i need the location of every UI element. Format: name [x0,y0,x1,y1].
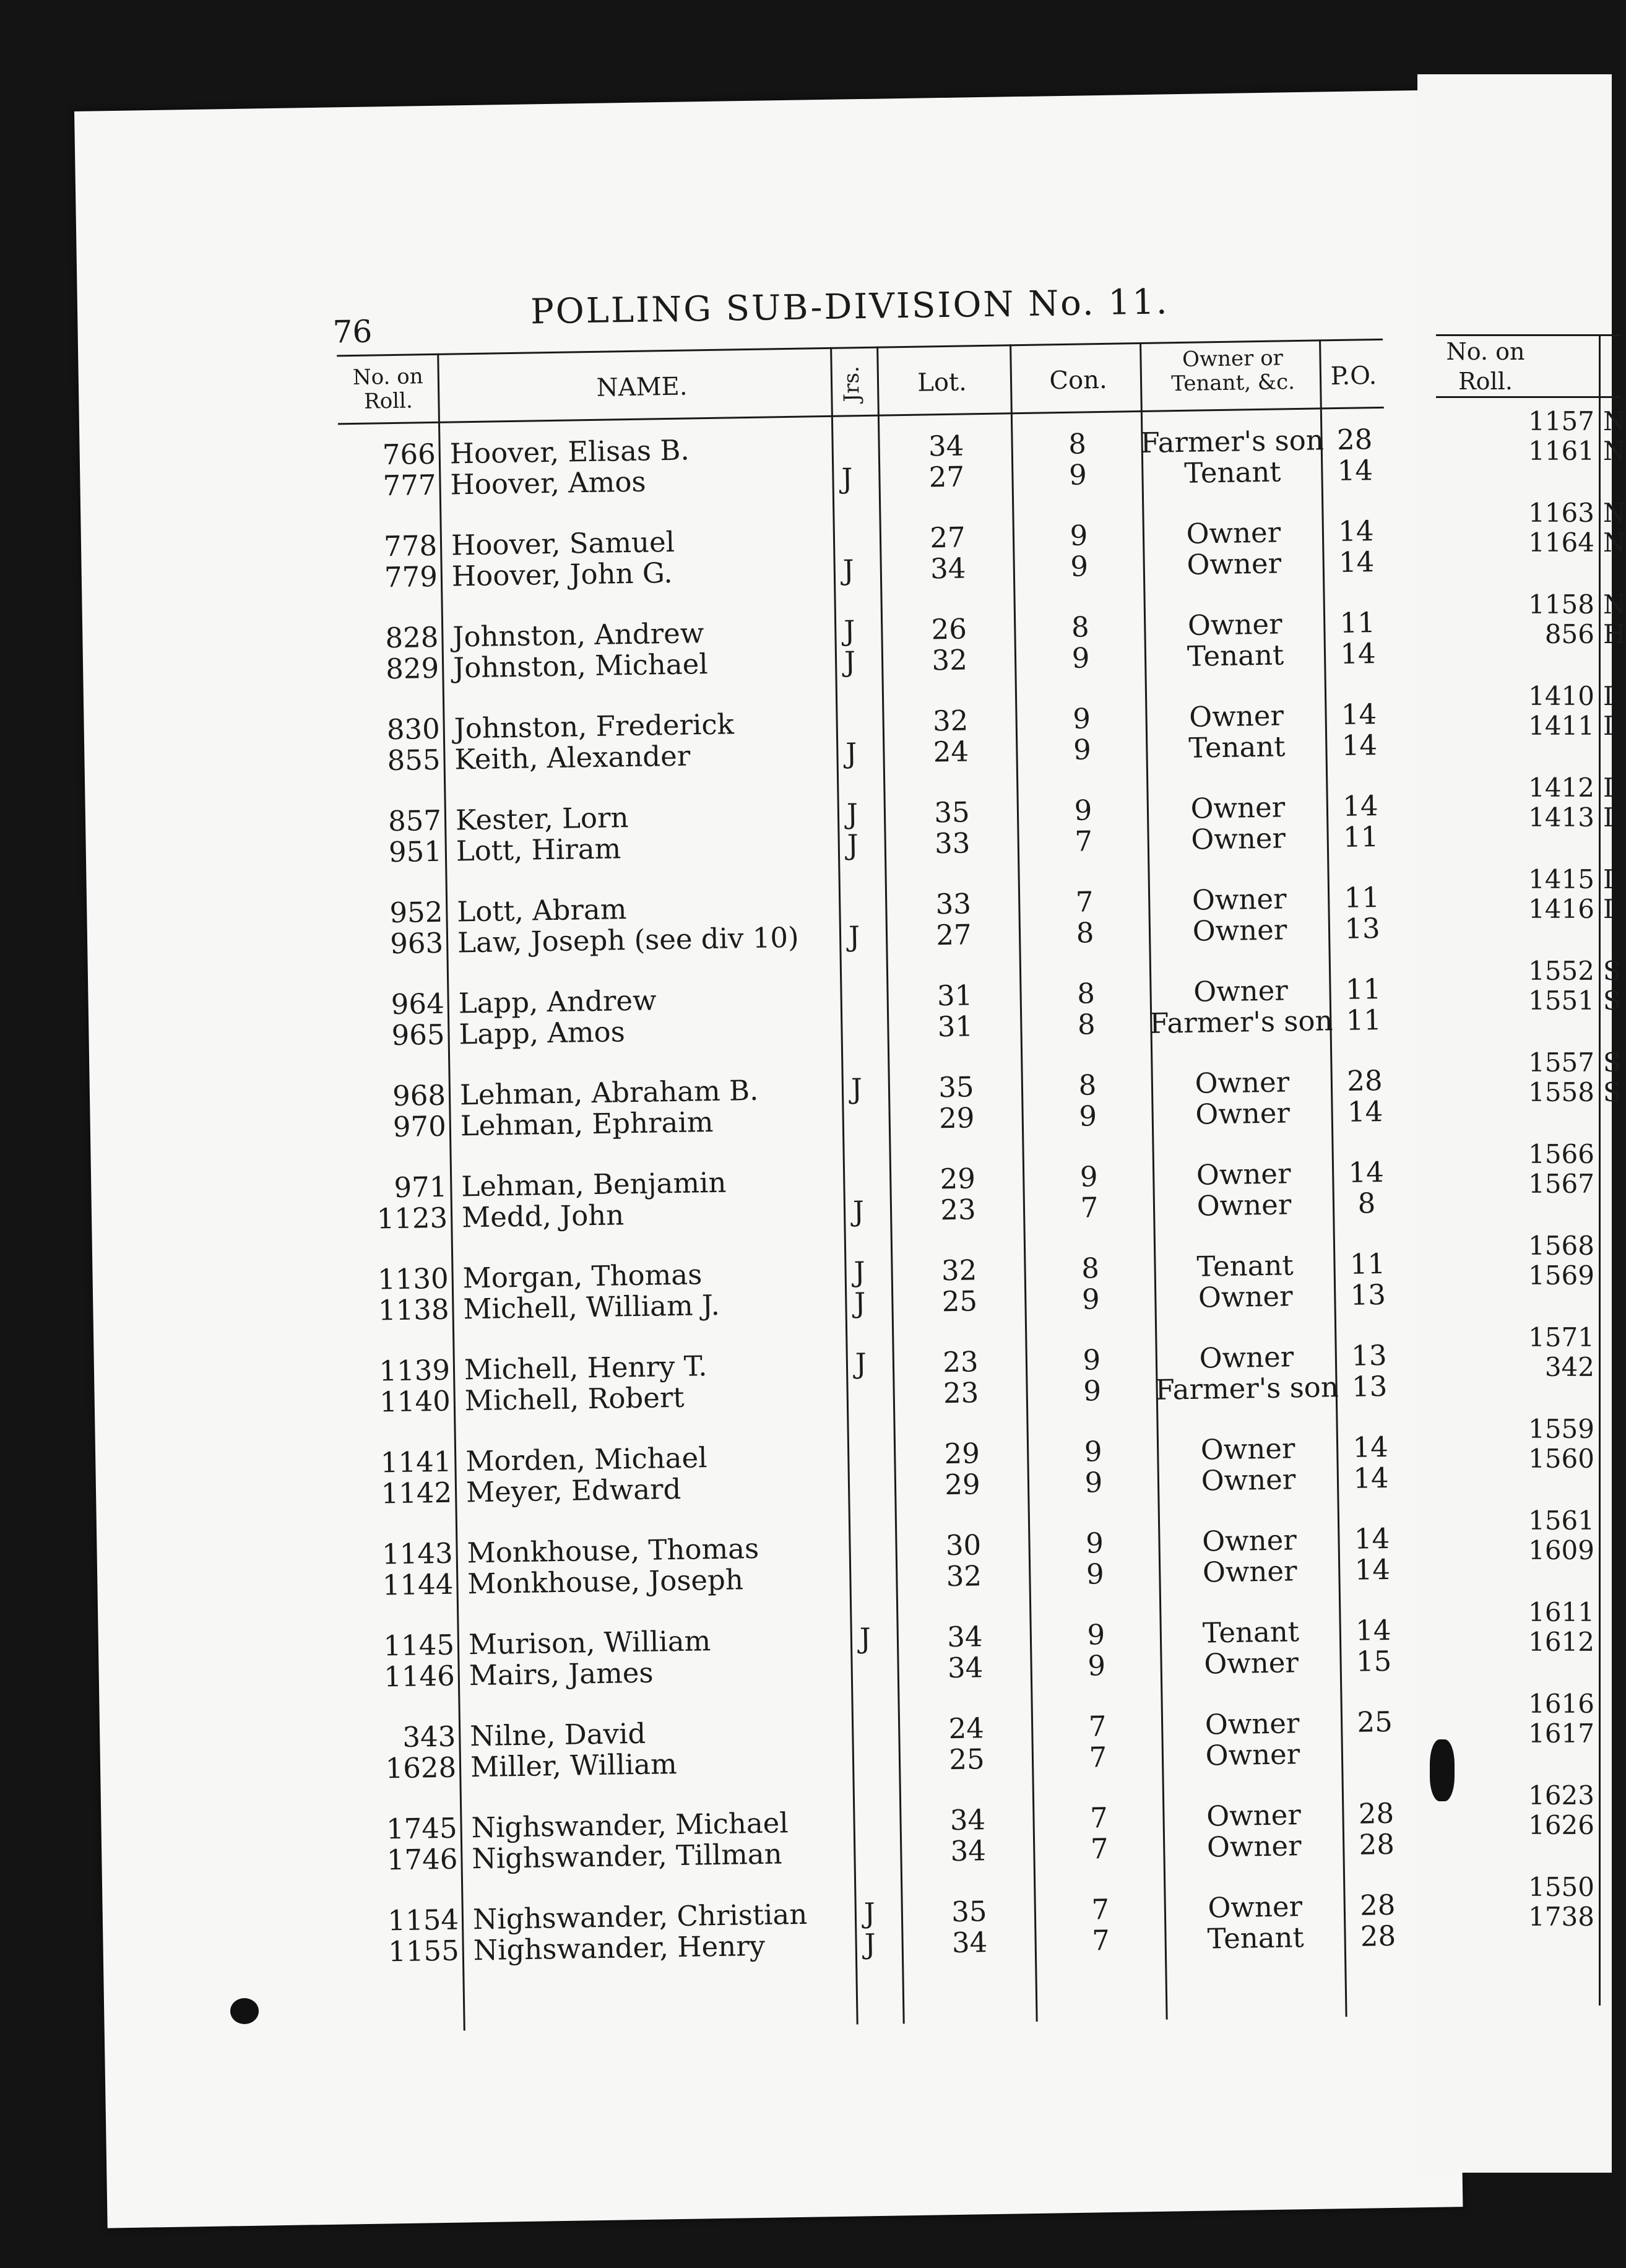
roll-number: 1745 [386,1811,458,1846]
concession-number: 9 [1083,1343,1101,1377]
owner-status: Tenant [1196,1249,1294,1283]
post-office: 28 [1359,1888,1396,1922]
voter-name: Nighswander, Michael [471,1806,789,1845]
lot-number: 26 [931,612,967,646]
right-name-initial: I [1603,681,1614,711]
roll-number: 952 [389,895,443,930]
owner-status: Owner [1205,1738,1300,1772]
col-rule-lot [1010,344,1038,2022]
juror-mark: J [852,1195,865,1228]
post-office: 14 [1355,1613,1391,1647]
concession-number: 9 [1087,1649,1106,1682]
right-name-initial: I [1603,773,1614,803]
right-roll-number: 1623 [1528,1780,1594,1811]
post-office: 11 [1345,972,1382,1006]
post-office: 8 [1357,1187,1376,1220]
roll-number: 857 [387,803,442,838]
right-roll-number: 1571 [1528,1322,1594,1353]
right-roll-number: 1738 [1528,1902,1594,1932]
juror-mark: J [854,1255,866,1289]
col-header-name: NAME. [596,372,688,402]
owner-status: Owner [1190,790,1286,825]
voter-name: Lapp, Andrew [458,984,657,1020]
right-page-edge [1417,74,1626,2173]
post-office: 11 [1349,1247,1386,1281]
right-roll-number: 1559 [1528,1414,1594,1444]
concession-number: 9 [1074,794,1092,827]
roll-number: 1140 [379,1384,451,1419]
lot-number: 34 [930,552,966,586]
owner-status: Tenant [1187,638,1284,673]
right-col-rule [1599,334,1601,2006]
lot-number: 35 [933,795,971,829]
post-office: 13 [1350,1278,1386,1312]
lot-number: 32 [941,1253,977,1288]
right-roll-number: 1616 [1528,1689,1594,1719]
roll-number: 963 [389,926,444,961]
owner-status: Owner [1186,516,1281,550]
right-roll-number: 1560 [1528,1443,1594,1474]
right-name-initial: H [1603,619,1626,649]
voter-name: Murison, William [468,1624,711,1661]
right-header-top-rule [1436,334,1622,336]
right-roll-number: 342 [1544,1352,1594,1382]
concession-number: 9 [1070,519,1088,552]
owner-status: Owner [1196,1157,1291,1192]
owner-status: Owner [1206,1829,1302,1864]
concession-number: 7 [1091,1893,1110,1926]
post-office: 28 [1346,1063,1383,1097]
right-roll-number: 1161 [1528,436,1594,466]
lot-number: 24 [948,1712,985,1746]
owner-status: Owner [1201,1463,1296,1497]
lot-number: 23 [942,1345,979,1379]
lot-number: 32 [932,643,968,677]
post-office: 15 [1356,1644,1392,1678]
voter-name: Lott, Hiram [456,832,621,868]
lot-number: 23 [943,1376,979,1410]
roll-number: 951 [388,834,443,869]
right-roll-number: 1416 [1528,894,1594,924]
ink-blot-edge [1430,1739,1455,1801]
voter-name: Monkhouse, Thomas [467,1531,759,1570]
voter-name: Nilne, David [469,1716,646,1753]
lot-number: 32 [946,1559,982,1593]
roll-number: 855 [387,743,441,777]
voter-name: Johnston, Michael [452,647,709,685]
juror-mark: J [855,1347,867,1380]
lot-number: 24 [933,735,969,769]
col-header-con: Con. [1049,365,1107,396]
roll-number: 343 [402,1720,456,1754]
right-col-header-roll: No. on Roll. [1446,338,1525,395]
ink-blot [230,1998,259,2024]
lot-number: 34 [928,429,964,463]
concession-number: 9 [1078,1099,1097,1133]
right-name-initial: S [1603,1077,1621,1107]
voter-name: Hoover, Samuel [451,525,675,562]
post-office: 14 [1341,698,1377,731]
voter-name: Keith, Alexander [454,739,691,776]
concession-number: 8 [1076,916,1094,950]
roll-number: 830 [386,712,441,747]
roll-number: 828 [385,620,439,655]
voter-name: Mairs, James [469,1656,654,1692]
lot-number: 31 [937,1010,974,1044]
right-roll-number: 1163 [1528,498,1594,528]
voter-name: Law, Joseph (see div 10) [457,920,799,959]
juror-mark: J [850,1072,863,1106]
concession-number: 7 [1090,1832,1109,1866]
right-name-initial: N [1603,436,1626,466]
roll-number: 1144 [382,1567,454,1602]
post-office: 28 [1336,423,1373,457]
post-office: 11 [1343,820,1379,854]
owner-status: Owner [1201,1523,1297,1558]
post-office: 14 [1338,545,1375,579]
post-office: 13 [1351,1338,1387,1372]
juror-mark: J [841,462,853,495]
owner-status: Owner [1187,547,1282,581]
right-roll-number: 1612 [1528,1627,1594,1657]
col-header-jrs: Jrs. [839,365,865,402]
concession-number: 8 [1071,610,1090,644]
concession-number: 7 [1089,1741,1107,1774]
right-roll-number: 1626 [1528,1810,1594,1840]
roll-number: 766 [382,437,436,472]
right-roll-number: 1158 [1528,589,1594,620]
voter-name: Hoover, John G. [451,556,673,593]
owner-status: Owner [1187,607,1282,642]
right-name-initial: S [1603,985,1621,1016]
post-office: 11 [1346,1003,1382,1037]
concession-number: 7 [1088,1710,1107,1743]
juror-mark: J [848,920,860,953]
lot-number: 31 [936,979,973,1013]
right-roll-number: 1551 [1528,985,1594,1016]
voter-name: Hoover, Elisas B. [449,433,690,470]
lot-number: 27 [929,521,966,555]
concession-number: 9 [1081,1283,1101,1316]
owner-status: Owner [1198,1279,1293,1314]
concession-number: 8 [1078,1068,1097,1102]
right-name-initial: I [1603,864,1614,894]
owner-status: Owner [1196,1188,1292,1223]
roll-number: 971 [394,1170,448,1205]
col-rule-name [830,347,858,2025]
post-office: 14 [1354,1521,1390,1556]
post-office: 14 [1354,1552,1391,1586]
right-name-initial: S [1603,1047,1621,1078]
post-office: 14 [1341,729,1378,762]
roll-number: 1154 [387,1903,459,1937]
post-office: 13 [1351,1369,1388,1403]
post-office: 14 [1348,1155,1385,1189]
post-office: 25 [1357,1705,1393,1739]
concession-number: 7 [1074,825,1093,858]
right-name-initial: I [1603,711,1614,741]
col-rule-jrs [876,347,905,2024]
lot-number: 29 [940,1162,976,1196]
lot-number: 34 [950,1834,987,1868]
roll-number: 777 [383,468,436,503]
juror-mark: J [845,737,857,770]
voter-name: Lehman, Ephraim [460,1105,714,1143]
right-roll-number: 856 [1544,619,1594,649]
right-roll-number: 1617 [1528,1718,1594,1749]
right-roll-number: 1410 [1528,681,1594,711]
voter-name: Kester, Lorn [455,801,629,837]
owner-status: Owner [1195,1096,1291,1131]
lot-number: 35 [951,1895,987,1929]
concession-number: 9 [1070,550,1089,583]
post-office: 13 [1344,912,1381,945]
col-rule-owner [1319,339,1347,2017]
owner-status: Owner [1202,1554,1297,1589]
concession-number: 9 [1079,1160,1098,1193]
roll-number: 1138 [378,1292,449,1327]
post-office: 28 [1360,1919,1396,1953]
col-header-lot: Lot. [917,368,967,397]
right-roll-number: 1568 [1528,1231,1594,1261]
owner-status: Owner [1191,821,1286,856]
right-roll-number: 1550 [1528,1872,1594,1902]
post-office: 14 [1352,1461,1389,1495]
lot-number: 32 [932,704,969,738]
owner-status: Owner [1208,1890,1303,1924]
right-roll-number: 1415 [1528,864,1594,894]
owner-status: Owner [1203,1646,1299,1681]
lot-number: 27 [928,460,965,494]
lot-number: 34 [951,1926,988,1960]
owner-status: Tenant [1202,1615,1300,1650]
page-number: 76 [332,313,373,350]
roll-number: 1130 [377,1262,449,1296]
right-name-initial: I [1603,894,1614,924]
right-roll-number: 1609 [1528,1535,1594,1565]
roll-number: 1143 [381,1536,454,1571]
roll-number: 1628 [385,1751,457,1785]
post-office: 14 [1352,1430,1389,1464]
right-roll-number: 1157 [1528,406,1594,436]
owner-status: Owner [1193,974,1289,1008]
roll-number: 1146 [383,1659,456,1694]
left-page [74,90,1463,2228]
juror-mark: J [846,797,858,831]
right-name-initial: N [1603,406,1626,436]
post-office: 28 [1359,1827,1395,1861]
concession-number: 9 [1071,641,1090,675]
lot-number: 35 [938,1070,974,1104]
right-name-initial: I [1603,802,1614,833]
juror-mark: J [842,553,855,587]
page-heading: POLLING SUB-DIVISION No. 11. [530,282,1170,332]
roll-number: 1123 [376,1201,448,1236]
juror-mark: J [847,828,859,862]
owner-status: Tenant [1183,455,1281,490]
owner-status: Owner [1195,1065,1290,1100]
lot-number: 27 [936,918,972,952]
voter-name: Lehman, Benjamin [461,1166,727,1203]
owner-status: Tenant [1188,730,1286,764]
roll-number: 964 [391,987,445,1021]
right-roll-number: 1412 [1528,773,1594,803]
roll-number: 1746 [386,1842,458,1877]
voter-name: Michell, William J. [463,1288,720,1326]
lot-number: 34 [946,1620,983,1654]
lot-number: 25 [941,1284,978,1318]
right-roll-number: 1557 [1528,1047,1594,1078]
roll-number: 779 [384,560,438,594]
roll-number: 968 [392,1078,446,1113]
concession-number: 9 [1085,1526,1104,1560]
concession-number: 7 [1089,1801,1109,1835]
voter-name: Nighswander, Christian [472,1897,808,1936]
owner-status: Farmer's son [1155,1370,1339,1406]
right-roll-number: 1558 [1528,1077,1594,1107]
voter-name: Johnston, Frederick [454,708,735,745]
right-roll-number: 1411 [1528,711,1594,741]
header-bottom-rule [338,407,1384,425]
right-header-bottom-rule [1436,396,1622,398]
owner-status: Farmer's son [1149,1004,1333,1040]
concession-number: 9 [1084,1435,1102,1468]
owner-status: Owner [1188,699,1284,734]
right-roll-number: 1164 [1528,527,1594,558]
post-office: 11 [1339,606,1376,639]
concession-number: 8 [1081,1252,1100,1285]
right-name-initial: N [1603,498,1626,528]
juror-mark: J [864,1928,876,1961]
post-office: 14 [1342,789,1378,823]
right-roll-number: 1413 [1528,802,1594,833]
lot-number: 33 [935,887,972,921]
owner-status: Owner [1204,1707,1300,1741]
concession-number: 8 [1077,1008,1096,1041]
lot-number: 30 [945,1528,982,1562]
voter-name: Morgan, Thomas [462,1258,703,1295]
right-roll-number: 1561 [1528,1505,1594,1536]
juror-mark: J [863,1897,876,1930]
post-office: 28 [1358,1796,1395,1830]
post-office: 14 [1339,637,1377,670]
post-office: 14 [1347,1094,1383,1128]
voter-name: Michell, Henry T. [464,1349,707,1387]
owner-status: Owner [1199,1340,1294,1375]
voter-name: Medd, John [461,1198,625,1234]
concession-number: 9 [1087,1618,1105,1651]
lot-number: 23 [940,1193,977,1227]
right-name-initial: N [1603,589,1626,620]
voter-name: Nighswander, Henry [473,1929,766,1967]
juror-mark: J [859,1622,871,1655]
roll-number: 1145 [383,1628,455,1663]
owner-status: Owner [1206,1798,1302,1833]
owner-status: Owner [1200,1432,1295,1466]
col-header-owner: Owner or Tenant, &c. [1171,345,1295,397]
concession-number: 7 [1075,885,1094,919]
concession-number: 9 [1072,702,1091,735]
juror-mark: J [843,614,855,647]
voter-name: Lapp, Amos [459,1015,626,1051]
roll-number: 1141 [380,1445,452,1479]
concession-number: 7 [1080,1191,1099,1224]
owner-status: Farmer's son [1140,423,1325,460]
concession-number: 9 [1068,458,1088,491]
juror-mark: J [844,645,856,678]
roll-number: 1155 [387,1934,460,1968]
voter-name: Lehman, Abraham B. [459,1073,759,1112]
right-roll-number: 1566 [1528,1139,1594,1169]
voter-name: Hoover, Amos [450,465,646,501]
right-roll-number: 1552 [1528,956,1594,986]
concession-number: 7 [1091,1924,1110,1957]
post-office: 11 [1344,881,1380,914]
roll-number: 1142 [381,1476,452,1510]
right-name-initial: S [1603,956,1621,986]
voter-name: Meyer, Edward [465,1472,681,1509]
lot-number: 29 [944,1468,981,1502]
juror-mark: J [854,1286,866,1320]
roll-number: 1139 [379,1353,451,1388]
lot-number: 34 [947,1651,984,1685]
col-header-roll: No. on Roll. [352,364,423,414]
voter-name: Morden, Michael [465,1441,707,1478]
right-roll-number: 1569 [1528,1260,1594,1291]
lot-number: 29 [944,1437,980,1471]
owner-status: Owner [1192,913,1287,948]
concession-number: 9 [1084,1466,1103,1499]
post-office: 14 [1337,454,1373,488]
right-roll-number: 1567 [1528,1169,1594,1199]
concession-number: 9 [1086,1557,1105,1591]
roll-number: 778 [383,529,438,563]
concession-number: 8 [1076,977,1096,1010]
lot-number: 29 [938,1101,975,1135]
post-office: 14 [1338,514,1374,548]
roll-number: 829 [385,651,439,686]
voter-name: Michell, Robert [464,1380,685,1418]
right-roll-number: 1611 [1528,1597,1594,1627]
voter-name: Nighswander, Tillman [472,1837,783,1876]
col-rule-con [1139,342,1168,2020]
voter-name: Lott, Abram [456,893,627,928]
lot-number: 33 [934,826,971,860]
col-header-po: P.O. [1330,361,1377,391]
owner-status: Tenant [1207,1921,1305,1955]
owner-status: Owner [1191,882,1287,917]
lot-number: 25 [948,1742,985,1777]
voter-name: Johnston, Andrew [452,617,704,654]
right-name-initial: N [1603,527,1626,558]
voter-name: Miller, William [470,1747,678,1784]
roll-number: 965 [391,1018,445,1052]
roll-number: 970 [392,1109,447,1144]
lot-number: 34 [949,1803,986,1837]
concession-number: 9 [1083,1374,1102,1408]
concession-number: 8 [1068,427,1087,461]
voter-name: Monkhouse, Joseph [467,1563,744,1601]
concession-number: 9 [1073,733,1092,766]
